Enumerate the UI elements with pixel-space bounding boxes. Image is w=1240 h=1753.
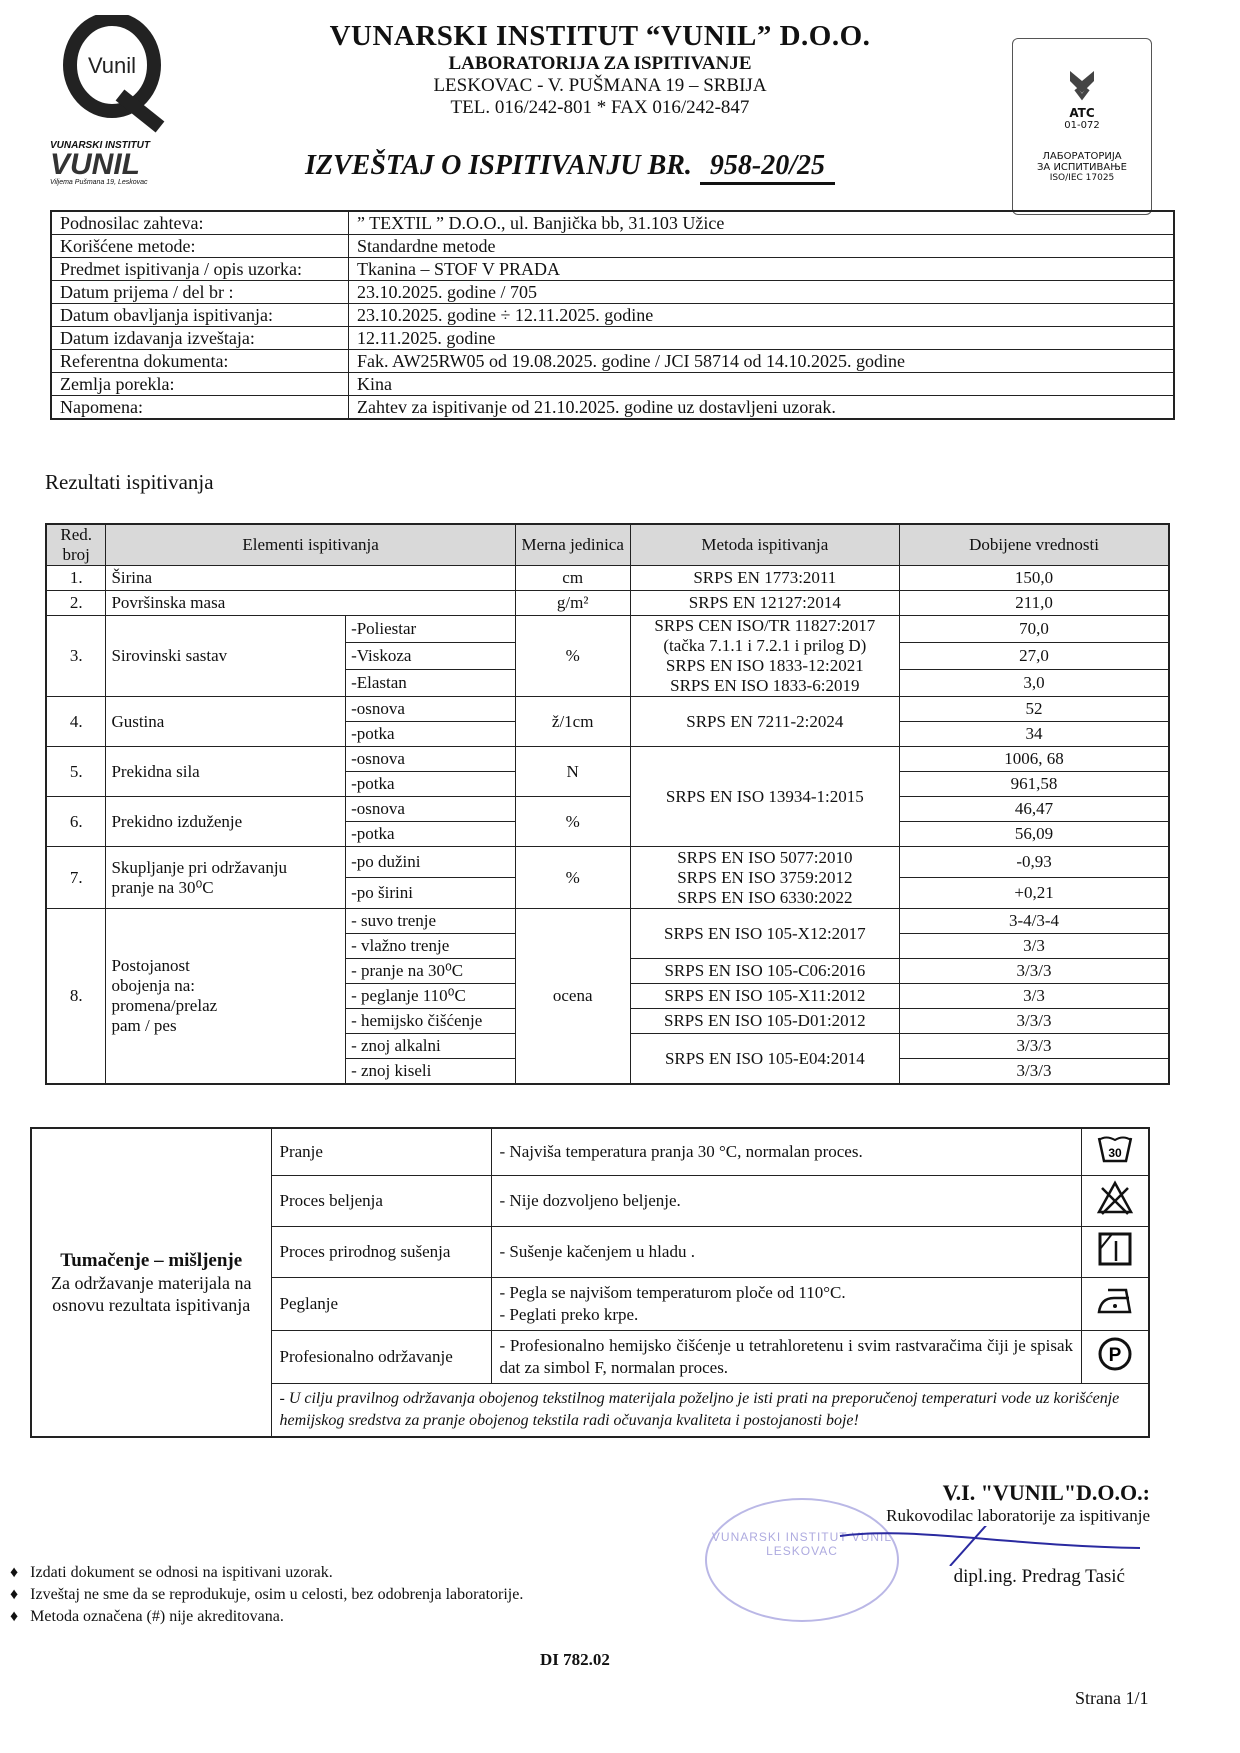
method-line: SRPS EN ISO 6330:2022 xyxy=(677,887,853,907)
footnote-text: Izveštaj ne sme da se reprodukuje, osim u celosti, bez odobrenja laboratorije. xyxy=(30,1586,524,1603)
footnotes xyxy=(10,1560,523,1630)
col-unit: Merna jedinica xyxy=(515,524,630,566)
info-label: Datum izdavanja izveštaja: xyxy=(51,327,349,350)
method-line: SRPS EN ISO 3759:2012 xyxy=(677,867,853,887)
wash-30-icon xyxy=(1082,1128,1150,1176)
results-heading: Rezultati ispitivanja xyxy=(45,470,214,494)
element-name-line: pam / pes xyxy=(111,1016,177,1035)
results-table xyxy=(45,523,1170,1085)
row-no: 8. xyxy=(46,909,106,1085)
unit: ž/1cm xyxy=(515,697,630,747)
info-value: ” TEXTIL ” D.O.O., ul. Banjička bb, 31.103 Užice xyxy=(349,211,1175,235)
sub-element: -potka xyxy=(346,772,516,797)
value: 150,0 xyxy=(900,566,1169,591)
info-value: Zahtev za ispitivanje od 21.10.2025. godine uz dostavljeni uzorak. xyxy=(349,396,1175,420)
value: 961,58 xyxy=(900,772,1169,797)
report-title xyxy=(305,150,835,185)
info-value: Kina xyxy=(349,373,1175,396)
care-note: - U cilju pravilnog održavanja obojenog tekstilnog materijala poželjno je isti prati na preporučenoj temperaturi vode uz korišćenje hemijskog sredstva za pranje obojenog tekstila radi očuvanja kvaliteta i postojanosti boje! xyxy=(271,1384,1149,1438)
care-label: Proces beljenja xyxy=(271,1176,491,1227)
svg-text:30: 30 xyxy=(1108,1146,1122,1160)
element-name xyxy=(106,909,346,1085)
element-name: Prekidno izduženje xyxy=(106,797,346,847)
info-value: 23.10.2025. godine / 705 xyxy=(349,281,1175,304)
atc-code: ATC xyxy=(1069,106,1095,120)
col-method: Metoda ispitivanja xyxy=(630,524,899,566)
info-label: Napomena: xyxy=(51,396,349,420)
care-label: Peglanje xyxy=(271,1278,491,1331)
element-name: Sirovinski sastav xyxy=(106,616,346,697)
value: 3/3/3 xyxy=(900,959,1169,984)
value: 70,0 xyxy=(900,616,1169,643)
info-label: Zemlja porekla: xyxy=(51,373,349,396)
col-value: Dobijene vrednosti xyxy=(900,524,1169,566)
sub-element: - suvo trenje xyxy=(346,909,516,934)
unit: % xyxy=(515,797,630,847)
sub-element: -Viskoza xyxy=(346,643,516,670)
info-label: Korišćene metode: xyxy=(51,235,349,258)
lab-name: LABORATORIJA ZA ISPITIVANJE xyxy=(448,53,752,74)
table-row xyxy=(46,909,1169,934)
element-name-line: Skupljanje pri održavanju xyxy=(111,857,288,877)
table-row xyxy=(46,616,1169,643)
row-no: 6. xyxy=(46,797,106,847)
logo-address: Viljema Pušmana 19, Leskovac xyxy=(50,179,148,186)
atc-line3: ISO/IEC 17025 xyxy=(1049,173,1115,183)
method-line: SRPS EN ISO 5077:2010 xyxy=(677,847,853,867)
document-code: DI 782.02 xyxy=(540,1650,610,1669)
info-row xyxy=(51,396,1174,420)
element-name: Gustina xyxy=(106,697,346,747)
value: 34 xyxy=(900,722,1169,747)
sub-element: -osnova xyxy=(346,797,516,822)
handwritten-signature-icon xyxy=(830,1526,1150,1566)
info-value: 23.10.2025. godine ÷ 12.11.2025. godine xyxy=(349,304,1175,327)
row-no: 5. xyxy=(46,747,106,797)
sub-element: -potka xyxy=(346,822,516,847)
care-text xyxy=(491,1128,1082,1176)
value: 211,0 xyxy=(900,591,1169,616)
info-value: Tkanina – STOF V PRADA xyxy=(349,258,1175,281)
page-number: Strana 1/1 xyxy=(1075,1688,1149,1708)
method: SRPS EN 1773:2011 xyxy=(630,566,899,591)
care-text-line: - Najviša temperatura pranja 30 °C, normalan proces. xyxy=(499,1142,863,1161)
col-no: Red. broj xyxy=(46,524,106,566)
sub-element: -po dužini xyxy=(346,847,516,878)
unit: % xyxy=(515,616,630,697)
value: 46,47 xyxy=(900,797,1169,822)
info-label: Datum prijema / del br : xyxy=(51,281,349,304)
table-row xyxy=(46,747,1169,772)
row-no: 4. xyxy=(46,697,106,747)
col-element: Elementi ispitivanja xyxy=(106,524,515,566)
method-line: SRPS CEN ISO/TR 11827:2017 xyxy=(654,616,876,635)
row-no: 3. xyxy=(46,616,106,697)
care-text xyxy=(491,1176,1082,1227)
signature-block xyxy=(830,1480,1150,1588)
info-row xyxy=(51,350,1174,373)
value: 56,09 xyxy=(900,822,1169,847)
element-name: Površinska masa xyxy=(106,591,515,616)
company-address: LESKOVAC - V. PUŠMANA 19 – SRBIJA xyxy=(433,75,767,96)
unit: ocena xyxy=(515,909,630,1085)
request-info-table xyxy=(50,210,1175,420)
info-label: Datum obavljanja ispitivanja: xyxy=(51,304,349,327)
atc-line2: ЗА ИСПИТИВАЊЕ xyxy=(1037,162,1127,173)
value: 27,0 xyxy=(900,643,1169,670)
value: 52 xyxy=(900,697,1169,722)
care-text-line: - Pegla se najvišom temperaturom ploče od 110°C. xyxy=(499,1283,846,1302)
info-value: Fak. AW25RW05 od 19.08.2025. godine / JCI 58714 od 14.10.2025. godine xyxy=(349,350,1175,373)
value: 3/3/3 xyxy=(900,1034,1169,1059)
sub-element: - vlažno trenje xyxy=(346,934,516,959)
info-row xyxy=(51,373,1174,396)
value: +0,21 xyxy=(900,878,1169,909)
table-row xyxy=(46,847,1169,878)
interpretation-title: Tumačenje – mišljenje xyxy=(60,1249,243,1271)
signature-company: V.I. "VUNIL"D.O.O.: xyxy=(942,1480,1150,1505)
sub-element: - peglanje 110⁰C xyxy=(346,984,516,1009)
method-line: (tačka 7.1.1 i 7.2.1 i prilog D) xyxy=(663,636,867,655)
info-row xyxy=(51,327,1174,350)
info-value: 12.11.2025. godine xyxy=(349,327,1175,350)
interpretation-table xyxy=(30,1127,1150,1438)
professional-cleaning-p-icon xyxy=(1082,1331,1150,1384)
sub-element: -po širini xyxy=(346,878,516,909)
accreditation-badge xyxy=(1012,38,1152,215)
care-label: Proces prirodnog sušenja xyxy=(271,1227,491,1278)
info-label: Predmet ispitivanja / opis uzorka: xyxy=(51,258,349,281)
unit: cm xyxy=(515,566,630,591)
sub-element: -Poliestar xyxy=(346,616,516,643)
method: SRPS EN 7211-2:2024 xyxy=(630,697,899,747)
info-row xyxy=(51,235,1174,258)
method xyxy=(630,616,899,697)
method-line: SRPS EN ISO 1833-6:2019 xyxy=(670,676,860,695)
signatory-name: dipl.ing. Predrag Tasić xyxy=(953,1566,1125,1587)
logo-brand: VUNIL xyxy=(50,148,140,181)
interpretation-subtitle: Za održavanje materijala na osnovu rezultata ispitivanja xyxy=(51,1272,252,1315)
unit: N xyxy=(515,747,630,797)
value: 3/3/3 xyxy=(900,1009,1169,1034)
signature-role: Rukovodilac laboratorije za ispitivanje xyxy=(886,1506,1150,1525)
sub-element: - znoj alkalni xyxy=(346,1034,516,1059)
element-name: Širina xyxy=(106,566,515,591)
info-row xyxy=(51,258,1174,281)
atc-chevron-icon xyxy=(1062,53,1102,103)
sub-element: -osnova xyxy=(346,697,516,722)
value: 1006, 68 xyxy=(900,747,1169,772)
care-text-line: - Nije dozvoljeno beljenje. xyxy=(499,1191,681,1210)
care-text-line: - Profesionalno hemijsko čišćenje u tetrahloretenu i svim rastvaračima čiji je spisak dat za simbol F, normalan proces. xyxy=(499,1336,1073,1377)
value: 3-4/3-4 xyxy=(900,909,1169,934)
svg-text:Vunil: Vunil xyxy=(87,53,137,78)
element-name-line: obojenja na: xyxy=(111,976,195,995)
vunil-logo xyxy=(50,15,190,185)
sub-element: - hemijsko čišćenje xyxy=(346,1009,516,1034)
table-row xyxy=(46,797,1169,822)
atc-line1: ЛАБОРАТОРИЈА xyxy=(1042,151,1122,162)
table-row xyxy=(46,566,1169,591)
stamp-text: VUNARSKI INSTITUT VUNIL LESKOVAC xyxy=(711,1530,893,1558)
company-name: VUNARSKI INSTITUT “VUNIL” D.O.O. xyxy=(329,20,871,52)
footnote: ♦ Metoda označena (#) nije akreditovana. xyxy=(10,1608,284,1625)
method: SRPS EN ISO 105-X11:2012 xyxy=(630,984,899,1009)
sub-element: - znoj kiseli xyxy=(346,1059,516,1085)
results-header-row xyxy=(46,524,1169,566)
method: SRPS EN ISO 105-C06:2016 xyxy=(630,959,899,984)
unit: g/m² xyxy=(515,591,630,616)
element-name-line: Postojanost xyxy=(111,956,190,975)
table-row xyxy=(46,697,1169,722)
element-name-line: promena/prelaz xyxy=(111,996,218,1015)
care-text-line: - Sušenje kačenjem u hladu . xyxy=(499,1242,695,1261)
info-row xyxy=(51,281,1174,304)
value: 3,0 xyxy=(900,670,1169,697)
footnote-text: Izdati dokument se odnosi na ispitivani uzorak. xyxy=(30,1564,333,1581)
method: SRPS EN ISO 105-X12:2017 xyxy=(630,909,899,959)
table-row xyxy=(46,591,1169,616)
interpretation-title-cell xyxy=(31,1128,271,1437)
company-phone: TEL. 016/242-801 * FAX 016/242-847 xyxy=(450,97,750,118)
value: 3/3 xyxy=(900,984,1169,1009)
method xyxy=(630,847,899,909)
info-row xyxy=(51,211,1174,235)
method: SRPS EN 12127:2014 xyxy=(630,591,899,616)
method-line: SRPS EN ISO 1833-12:2021 xyxy=(665,656,864,675)
footnote: ♦ Izveštaj ne sme da se reprodukuje, osim u celosti, bez odobrenja laboratorije. xyxy=(10,1586,524,1603)
care-text xyxy=(491,1331,1082,1384)
report-title-text: IZVEŠTAJ O ISPITIVANJU BR. xyxy=(305,150,692,181)
care-label: Pranje xyxy=(271,1128,491,1176)
row-no: 1. xyxy=(46,566,106,591)
care-text xyxy=(491,1227,1082,1278)
atc-number: 01-072 xyxy=(1064,120,1100,131)
care-label: Profesionalno održavanje xyxy=(271,1331,491,1384)
info-label: Referentna dokumenta: xyxy=(51,350,349,373)
info-label: Podnosilac zahteva: xyxy=(51,211,349,235)
sub-element: -osnova xyxy=(346,747,516,772)
iron-low-icon xyxy=(1082,1278,1150,1331)
sub-element: -Elastan xyxy=(346,670,516,697)
care-text-line: - Peglati preko krpe. xyxy=(499,1305,639,1324)
logo-caption: VUNARSKI INSTITUT xyxy=(50,140,150,151)
method: SRPS EN ISO 105-D01:2012 xyxy=(630,1009,899,1034)
value: 3/3 xyxy=(900,934,1169,959)
q-logo-icon xyxy=(50,15,190,135)
method: SRPS EN ISO 13934-1:2015 xyxy=(630,747,899,847)
value: 3/3/3 xyxy=(900,1059,1169,1085)
unit: % xyxy=(515,847,630,909)
letterhead xyxy=(300,20,900,119)
report-number: 958-20/25 xyxy=(700,150,835,185)
info-value: Standardne metode xyxy=(349,235,1175,258)
no-bleach-icon xyxy=(1082,1176,1150,1227)
value: -0,93 xyxy=(900,847,1169,878)
element-name-line: pranje na 30⁰C xyxy=(111,877,214,897)
sub-element: -potka xyxy=(346,722,516,747)
method: SRPS EN ISO 105-E04:2014 xyxy=(630,1034,899,1085)
svg-text:P: P xyxy=(1108,1345,1122,1366)
element-name xyxy=(106,847,346,909)
info-row xyxy=(51,304,1174,327)
line-dry-shade-icon xyxy=(1082,1227,1150,1278)
care-text xyxy=(491,1278,1082,1331)
footnote-text: Metoda označena (#) nije akreditovana. xyxy=(30,1608,284,1625)
footnote: ♦ Izdati dokument se odnosi na ispitivani uzorak. xyxy=(10,1564,333,1581)
row-no: 7. xyxy=(46,847,106,909)
care-row xyxy=(31,1128,1149,1176)
row-no: 2. xyxy=(46,591,106,616)
sub-element: - pranje na 30⁰C xyxy=(346,959,516,984)
element-name: Prekidna sila xyxy=(106,747,346,797)
